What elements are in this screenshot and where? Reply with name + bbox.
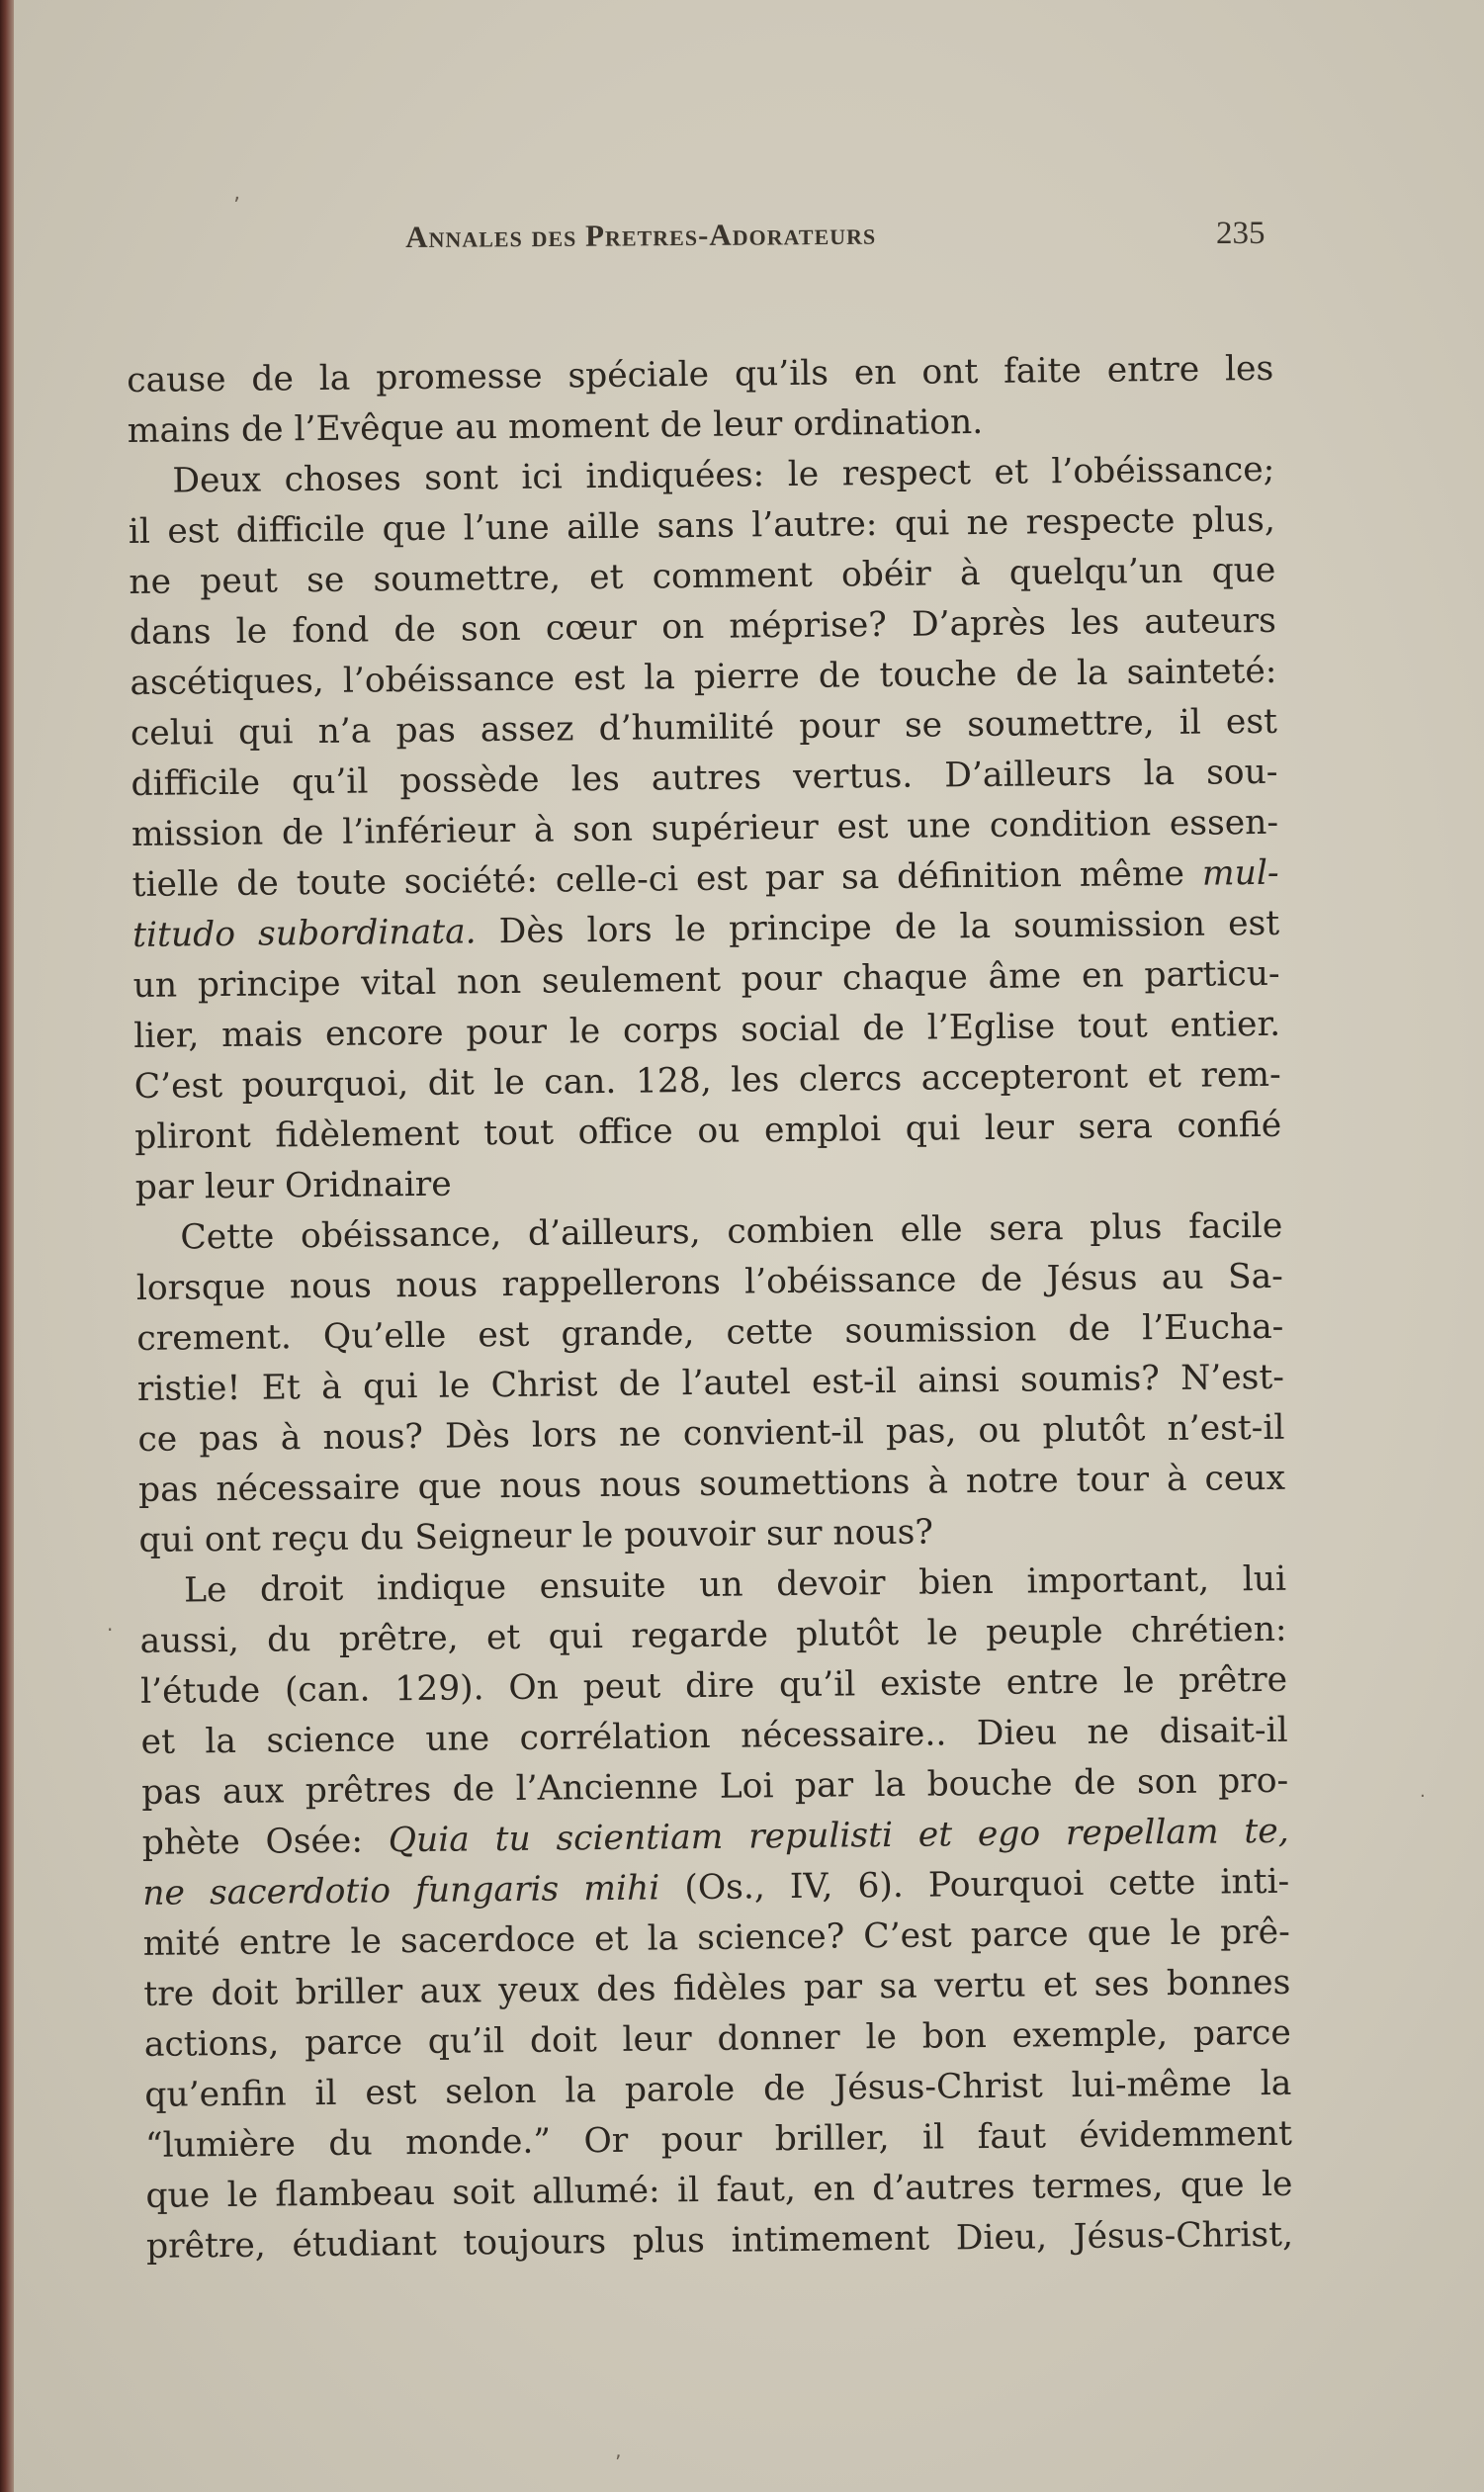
line-text: ne peut se soumettre, et comment obéir à quelqu’un que [129,550,1276,602]
line-text: et la science une corrélation nécessaire.. Dieu ne disait-il [140,1710,1288,1762]
line-text: ce pas à nous? Dès lors ne convient-il pas, ou plutôt n’est-il [137,1407,1285,1460]
line-text: dans le fond de son cœur on méprise? D’après les auteurs [129,600,1277,653]
line-text: mité entre le sacerdoce et la science? C’est parce que le prê- [142,1912,1290,1964]
line-text: pas nécessaire que nous nous soumettions à notre tour à ceux [137,1458,1286,1510]
line-text: mains de l’Evêque au moment de leur ordination. [127,401,984,451]
text-line [146,2210,1293,2272]
line-text: Le droit indique ensuite un devoir bien important, lui [183,1558,1287,1611]
line-text: lier, mais encore pour le corps social de l’Eglise tout entier. [132,1004,1281,1056]
line-text: ascétiques, l’obéissance est la pierre de touche de la sainteté: [130,651,1277,703]
line-text: Dès lors le principe de la soumission est [498,903,1280,952]
line-text: que le flambeau soit allumé: il faut, en d’autres termes, que le [145,2164,1293,2216]
line-text: C’est pourquoi, dit le can. 128, les clercs accepteront et rem- [133,1054,1281,1107]
line-text: Deux choses sont ici indiquées: le respect et l’obéissance; [172,449,1275,501]
line-text: un principe vital non seulement pour chaque âme en particu- [132,953,1280,1006]
line-text: aussi, du prêtre, et qui regarde plutôt le peuple chrétien: [139,1609,1287,1661]
line-text: prêtre, étudiant toujours plus intimement Dieu, Jésus-Christ, [145,2214,1294,2267]
line-text: l’étude (can. 129). On peut dire qu’il existe entre le prêtre [139,1659,1288,1712]
line-text: qu’enfin il est selon la parole de Jésus-Christ lui-même la [144,2063,1292,2115]
paper-speck: · [1420,1786,1426,1807]
line-text: “lumière du monde.” Or pour briller, il faut évidemment [144,2113,1293,2166]
line-text: mission de l’inférieur à son supérieur est une condition essen- [131,802,1279,854]
italic-latin-text: ne sacerdotio fungaris mihi [142,1868,660,1914]
paper-speck: · [107,1618,114,1642]
line-text: (Os., IV, 6). Pourquoi cette inti- [684,1861,1290,1909]
line-text: il est difficile que l’une aille sans l’autre: qui ne respecte plus, [128,499,1276,552]
line-text: celui qui n’a pas assez d’humilité pour se soumettre, il est [130,701,1278,754]
body-text [127,344,1293,2272]
line-text: pas aux prêtres de l’Ancienne Loi par la bouche de son pro- [141,1760,1289,1813]
line-text: par leur Oridnaire [134,1164,452,1207]
line-text: tielle de toute société: celle-ci est par sa définition même [131,853,1185,905]
line-text: lorsque nous nous rappellerons l’obéissance de Jésus au Sa- [135,1256,1284,1308]
page-number: 235 [1216,216,1266,251]
italic-latin-text: mul- [1201,852,1279,894]
running-head: Annales des Pretres-Adorateurs [405,216,877,254]
page-binding-edge [0,0,14,2492]
line-text: Cette obéissance, d’ailleurs, combien elle sera plus facile [180,1205,1283,1258]
italic-latin-text: titudo subordinata. [131,912,477,955]
paper-speck: ʼ [233,194,240,219]
line-text: ristie! Et à qui le Christ de l’autel est-il ainsi soumis? N’est- [136,1357,1285,1409]
line-text: pliront fidèlement tout office ou emploi qui leur sera confié [134,1105,1282,1157]
line-text: qui ont reçu du Seigneur le pouvoir sur nous? [138,1512,934,1560]
line-text: phète Osée: [141,1821,364,1863]
line-text: crement. Qu’elle est grande, cette soumission de l’Eucha- [136,1306,1284,1359]
line-text: actions, parce qu’il doit leur donner le bon exemple, parce [143,2012,1292,2065]
line-text: cause de la promesse spéciale qu’ils en ont faite entre les [127,348,1274,400]
italic-latin-text: Quia tu scientiam repulisti et ego repellam te, [388,1811,1289,1861]
line-text: difficile qu’il possède les autres vertus. D’ailleurs la sou- [131,752,1278,804]
paper-speck: ʼ [615,2450,622,2474]
line-text: tre doit briller aux yeux des fidèles par sa vertu et ses bonnes [143,1962,1291,2014]
